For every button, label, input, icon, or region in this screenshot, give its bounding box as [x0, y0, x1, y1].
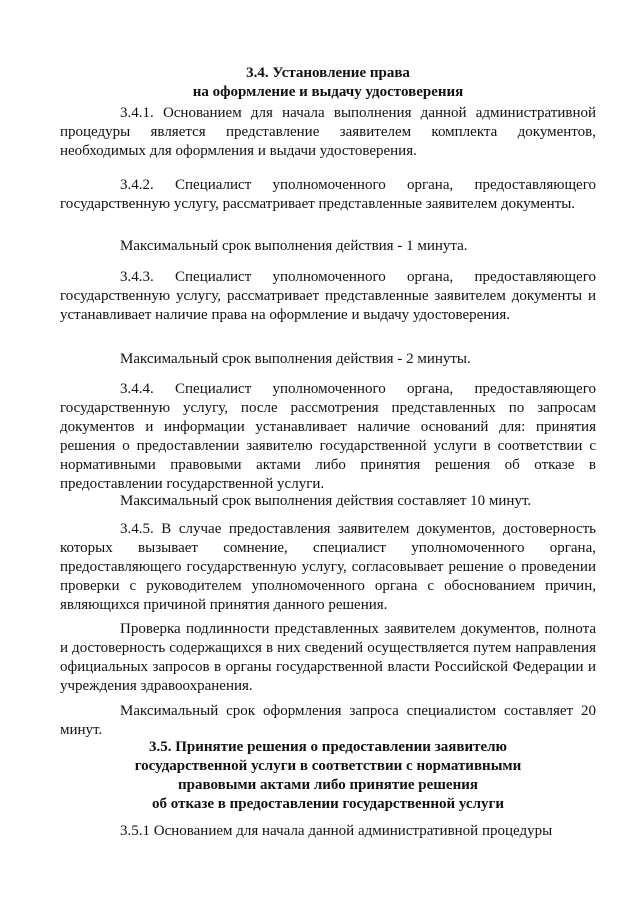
- paragraph-max-time-2: Максимальный срок выполнения действия - 2 минуты.: [120, 351, 471, 367]
- paragraph-3-5-1: 3.5.1 Основанием для начала данной административной процедуры: [120, 823, 553, 839]
- paragraph-verification: Проверка подлинности представленных заявителем документов, полнота и достоверность содержащихся в них сведений осуществляется путем направления официальных запросов в органы государственной власти Российской Федерации и учреждения здравоохранения.: [60, 621, 596, 694]
- paragraph-3-4-2: 3.4.2. Специалист уполномоченного органа, предоставляющего государственную услугу, рассматривает представленные заявителем документы.: [60, 177, 596, 212]
- paragraph-max-time-1: Максимальный срок выполнения действия - 1 минута.: [120, 238, 468, 254]
- heading-line: государственной услуги в соответствии с нормативными: [134, 758, 522, 774]
- paragraph-3-4-1: 3.4.1. Основанием для начала выполнения данной административной процедуры является представление заявителем комплекта документов, необходимых для оформления и выдачи удостоверения.: [60, 105, 596, 159]
- section-3-5-heading: [60, 738, 596, 814]
- paragraph-3-4-5: 3.4.5. В случае предоставления заявителем документов, достоверность которых вызывает сомнение, специалист уполномоченного органа, предоставляющего государственную услугу, согласовывает решение о проведении проверки с руководителем уполномоченного органа с обоснованием причин, являющихся причиной принятия данного решения.: [60, 521, 596, 613]
- heading-line: правовыми актами либо принятие решения: [178, 777, 478, 793]
- paragraph-max-time-3: Максимальный срок выполнения действия составляет 10 минут.: [120, 493, 532, 509]
- section-3-4-heading: [60, 64, 596, 102]
- heading-line: 3.5. Принятие решения о предоставлении заявителю: [149, 739, 507, 755]
- paragraph-3-4-3: 3.4.3. Специалист уполномоченного органа, предоставляющего государственную услугу, рассматривает представленные заявителем документы и устанавливает наличие права на оформление и выдачу удостоверения.: [60, 269, 596, 323]
- heading-line: об отказе в предоставлении государственной услуги: [152, 796, 504, 812]
- heading-line: 3.4. Установление права: [246, 65, 410, 81]
- heading-line: на оформление и выдачу удостоверения: [192, 84, 464, 100]
- paragraph-3-4-4: 3.4.4. Специалист уполномоченного органа, предоставляющего государственную услугу, после рассмотрения представленных по запросам документов и информации устанавливает наличие оснований для: принятия решения о предоставлении заявителю государственной услуги в соответствии с нормативными правовыми актами либо принятия решения об отказе в предоставлении государственной услуги.: [60, 381, 596, 492]
- paragraph-max-time-4: Максимальный срок оформления запроса специалистом составляет 20 минут.: [60, 703, 596, 738]
